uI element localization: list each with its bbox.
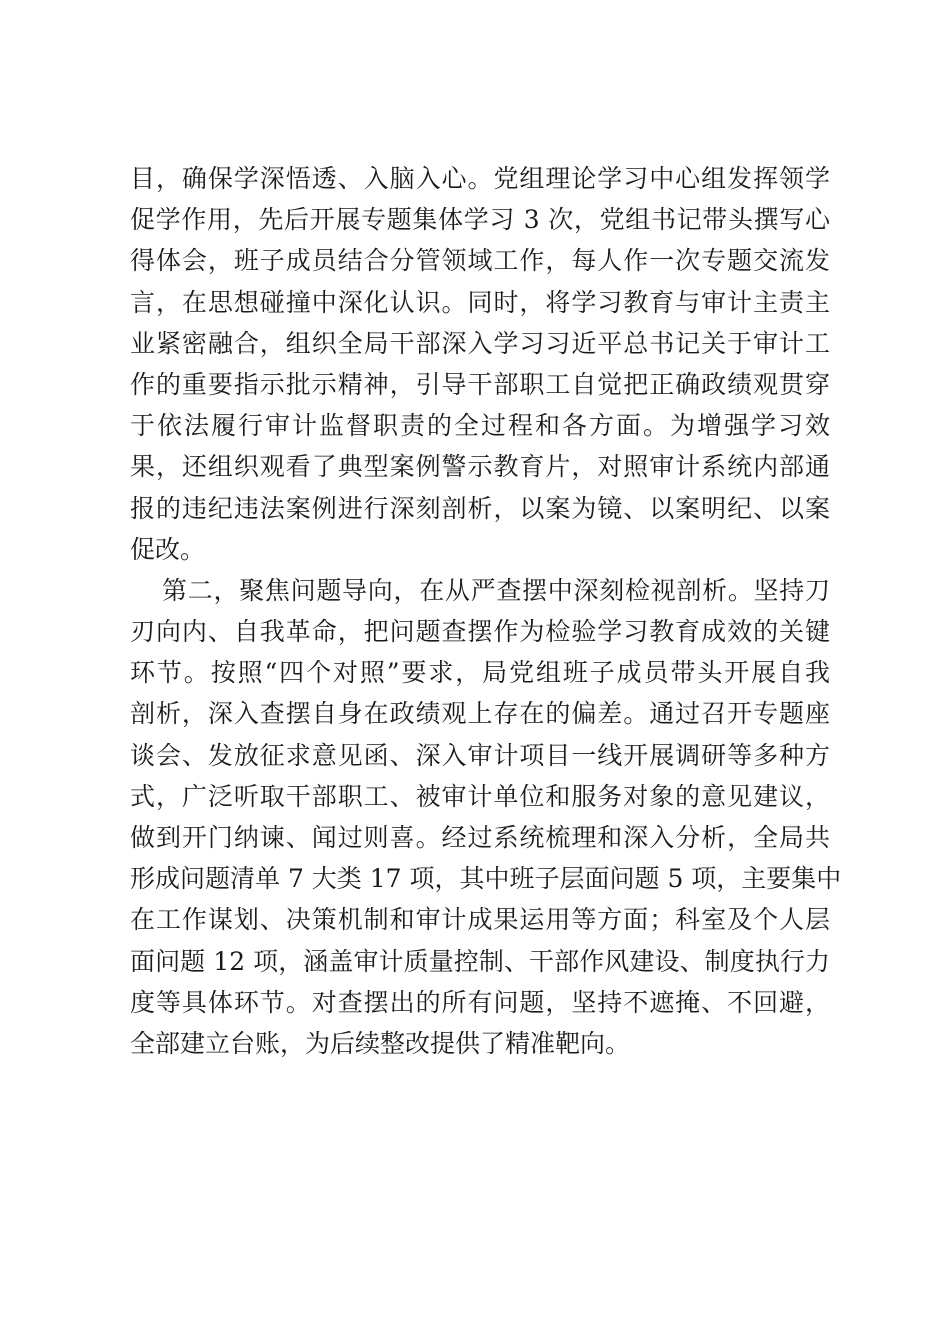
text-line: 形成问题清单 7 大类 17 项，其中班子层面问题 5 项，主要集中 xyxy=(130,864,842,894)
text-line: 目，确保学深悟透、入脑入心。党组理论学习中心组发挥领学 xyxy=(130,164,830,193)
text-line: 剖析，深入查摆自身在政绩观上存在的偏差。通过召开专题座 xyxy=(130,699,830,729)
text-line: 业紧密融合，组织全局干部深入学习习近平总书记关于审计工 xyxy=(130,328,830,358)
text-line: 在工作谋划、决策机制和审计成果运用等方面；科室及个人层 xyxy=(130,905,830,935)
text-line: 于依法履行审计监督职责的全过程和各方面。为增强学习效 xyxy=(130,411,830,441)
text-line: 全部建立台账，为后续整改提供了精准靶向。 xyxy=(130,1028,631,1058)
text-line: 环节。按照“四个对照”要求，局党组班子成员带头开展自我 xyxy=(130,658,830,688)
paragraph-2 xyxy=(130,570,842,1064)
text-line: 促学作用，先后开展专题集体学习 3 次，党组书记带头撰写心 xyxy=(130,205,830,235)
text-line: 得体会，班子成员结合分管领域工作，每人作一次专题交流发 xyxy=(130,246,830,276)
text-line: 作的重要指示批示精神，引导干部职工自觉把正确政绩观贯穿 xyxy=(130,369,830,399)
body-text xyxy=(130,158,842,1064)
text-line: 式，广泛听取干部职工、被审计单位和服务对象的意见建议， xyxy=(130,781,830,811)
text-line: 做到开门纳谏、闻过则喜。经过系统梳理和深入分析，全局共 xyxy=(130,823,830,852)
text-line: 促改。 xyxy=(130,534,206,564)
text-line: 报的违纪违法案例进行深刻剖析，以案为镜、以案明纪、以案 xyxy=(130,493,830,523)
text-line: 果，还组织观看了典型案例警示教育片，对照审计系统内部通 xyxy=(130,452,830,482)
paragraph-1 xyxy=(130,158,830,570)
text-line: 谈会、发放征求意见函、深入审计项目一线开展调研等多种方 xyxy=(130,740,830,770)
text-line: 度等具体环节。对查摆出的所有问题，坚持不遮掩、不回避， xyxy=(130,987,830,1017)
text-line: 第二，聚焦问题导向，在从严查摆中深刻检视剖析。坚持刀 xyxy=(162,575,830,605)
text-line: 刃向内、自我革命，把问题查摆作为检验学习教育成效的关键 xyxy=(130,617,830,647)
text-line: 言，在思想碰撞中深化认识。同时，将学习教育与审计主责主 xyxy=(130,287,830,317)
text-line: 面问题 12 项，涵盖审计质量控制、干部作风建设、制度执行力 xyxy=(130,946,830,976)
